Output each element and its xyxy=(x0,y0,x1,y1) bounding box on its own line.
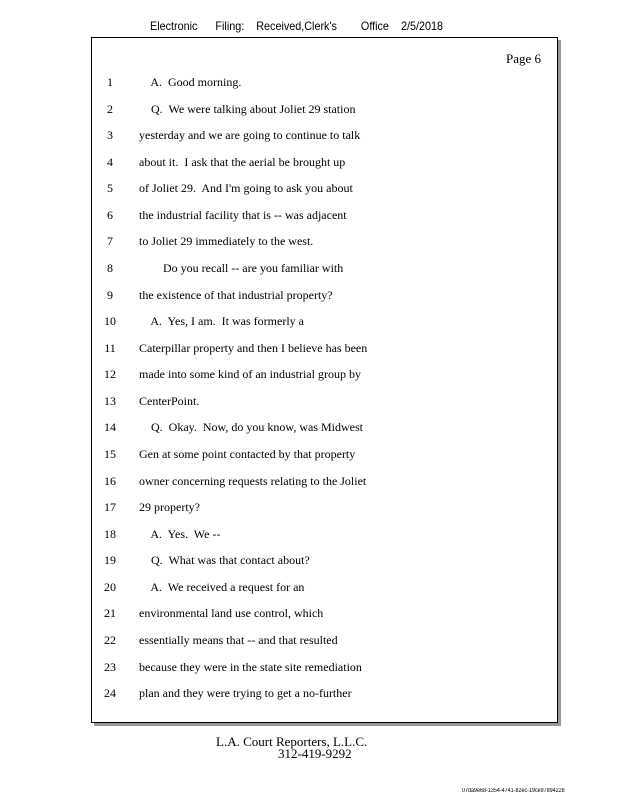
line-text: essentially means that -- and that resulted xyxy=(139,632,338,647)
line-number: 9 xyxy=(107,287,113,302)
line-text: A. Yes. We -- xyxy=(139,526,221,541)
line-text: environmental land use control, which xyxy=(139,606,324,621)
line-text: A. Yes, I am. It was formerly a xyxy=(139,314,304,329)
line-number: 1 xyxy=(107,75,113,89)
document-hash: 07da9e68-1354-4741-82ec-19ce97894228 xyxy=(462,788,565,794)
line-text: Q. Okay. Now, do you know, was Midwest xyxy=(139,420,363,435)
line-number: 10 xyxy=(104,314,116,329)
line-text: to Joliet 29 immediately to the west. xyxy=(139,234,314,249)
line-number: 18 xyxy=(104,526,116,541)
line-text: the existence of that industrial property? xyxy=(139,287,333,302)
line-text: of Joliet 29. And I'm going to ask you about xyxy=(139,181,353,196)
line-text: about it. I ask that the aerial be brought up xyxy=(139,154,346,169)
transcript-page xyxy=(91,37,558,723)
line-number: 3 xyxy=(107,128,113,143)
line-number: 22 xyxy=(104,632,116,647)
line-text: Gen at some point contacted by that property xyxy=(139,446,356,461)
line-number: 6 xyxy=(107,207,113,222)
line-text: CenterPoint. xyxy=(139,393,200,408)
line-number: 7 xyxy=(107,234,113,249)
line-text: A. We received a request for an xyxy=(139,579,305,594)
line-number: 19 xyxy=(104,553,116,568)
line-number: 2 xyxy=(107,101,113,116)
line-text: 29 property? xyxy=(139,500,200,515)
line-number: 11 xyxy=(104,340,116,355)
line-number: 23 xyxy=(104,659,116,674)
filing-header: Electronic Filing: Received,Clerk's Office 2/5/2018 xyxy=(150,19,443,33)
line-number: 15 xyxy=(104,446,116,461)
line-number: 4 xyxy=(107,154,113,169)
line-number: 20 xyxy=(104,579,116,594)
line-number: 21 xyxy=(104,606,116,621)
line-text: Do you recall -- are you familiar with xyxy=(139,260,344,275)
line-number: 16 xyxy=(104,473,116,488)
line-text: Q. What was that contact about? xyxy=(139,553,310,568)
line-number: 17 xyxy=(104,500,116,515)
line-text: made into some kind of an industrial group by xyxy=(139,367,361,382)
footer-phone: 312-419-9292 xyxy=(278,746,352,761)
line-number: 13 xyxy=(104,393,116,408)
line-text: Q. We were talking about Joliet 29 station xyxy=(139,101,356,116)
line-text: Caterpillar property and then I believe has been xyxy=(139,340,368,355)
line-number: 14 xyxy=(104,420,116,435)
line-number: 8 xyxy=(107,260,113,275)
line-text: yesterday and we are going to continue to talk xyxy=(139,128,361,143)
line-text: A. Good morning. xyxy=(139,75,242,89)
line-text: the industrial facility that is -- was adjacent xyxy=(139,207,347,222)
line-text: plan and they were trying to get a no-further xyxy=(139,686,352,701)
line-text: because they were in the state site remediation xyxy=(139,659,362,674)
line-number: 5 xyxy=(107,181,113,196)
line-text: owner concerning requests relating to the Joliet xyxy=(139,473,367,488)
line-number: 12 xyxy=(104,367,116,382)
footer-company: L.A. Court Reporters, L.L.C. xyxy=(216,734,368,749)
line-number: 24 xyxy=(104,686,116,701)
page-number: Page 6 xyxy=(505,51,541,66)
